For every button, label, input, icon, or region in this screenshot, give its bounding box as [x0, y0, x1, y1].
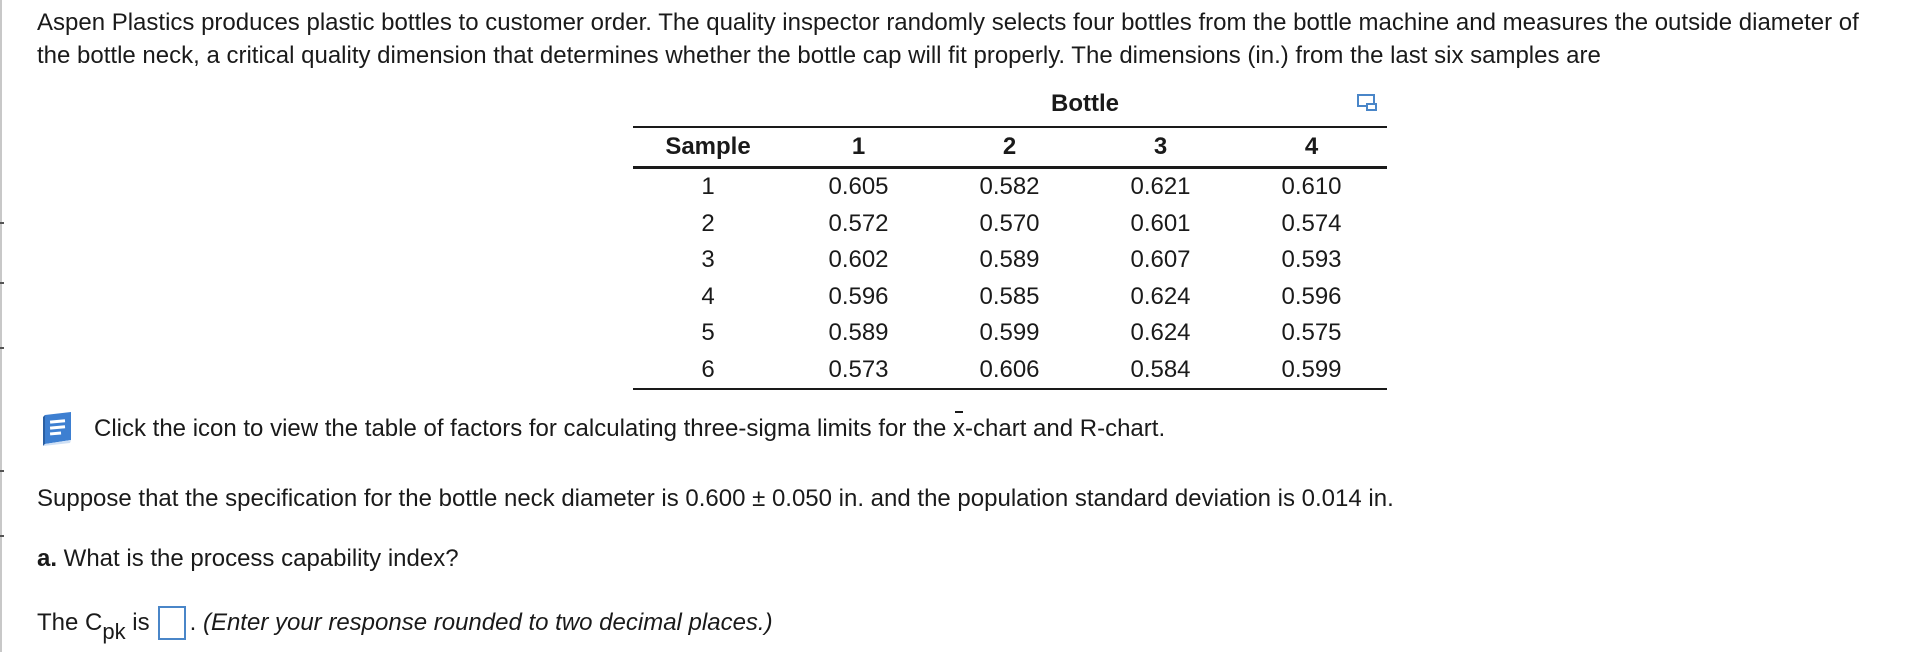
table-cell: 0.584 — [1130, 355, 1191, 383]
table-cell: 0.624 — [1130, 282, 1191, 310]
answer-line — [37, 606, 773, 644]
table-row — [633, 242, 1387, 279]
question-a-label: a. — [37, 545, 58, 572]
table-cell: 0.585 — [979, 282, 1040, 310]
factors-link-text-before: Click the icon to view the table of factors for calculating three-sigma limits for the — [94, 415, 954, 442]
table-cell: 0.574 — [1281, 209, 1342, 237]
table-cell: 0.573 — [828, 355, 889, 383]
table-cell: 0.596 — [1281, 282, 1342, 310]
table-cell: 0.593 — [1281, 246, 1342, 274]
table-cell: 0.596 — [828, 282, 889, 310]
table-cell: 0.602 — [828, 246, 889, 274]
table-cell: 0.601 — [1130, 209, 1191, 237]
rounding-instruction: (Enter your response rounded to two decimal places.) — [202, 609, 773, 636]
table-cell: 0.599 — [1281, 355, 1342, 383]
sample-data-table — [633, 126, 1387, 390]
question-content — [37, 0, 1897, 644]
x-bar-symbol: x — [953, 415, 966, 442]
specification-text: Suppose that the specification for the bottle neck diameter is 0.600 ± 0.050 in. and the population standard deviation is 0.014 in. — [37, 485, 1394, 512]
margin-tick — [0, 222, 4, 224]
column-header: 4 — [1236, 127, 1387, 168]
bottle-group-label: Bottle — [1051, 90, 1119, 117]
table-cell: 0.589 — [979, 246, 1040, 274]
book-icon[interactable] — [37, 409, 77, 449]
table-cell: 0.589 — [828, 319, 889, 347]
margin-tick — [0, 282, 4, 284]
sample-number-cell: 6 — [701, 355, 715, 383]
table-row — [633, 352, 1387, 390]
table-cell: 0.582 — [979, 173, 1040, 201]
sample-number-cell: 5 — [701, 319, 715, 347]
margin-tick — [0, 470, 4, 472]
margin-tick — [0, 347, 4, 349]
column-header: 3 — [1085, 127, 1236, 168]
answer-mid: is — [125, 609, 150, 636]
margin-tick — [0, 535, 4, 537]
table-cell: 0.570 — [979, 209, 1040, 237]
table-cell: 0.621 — [1130, 173, 1191, 201]
sample-number-cell: 1 — [701, 173, 715, 201]
answer-prefix: The C — [37, 609, 103, 636]
left-margin-rule — [0, 0, 2, 652]
problem-intro: Aspen Plastics produces plastic bottles to customer order. The quality inspector randomly selects four bottles from the bottle machine and measures the outside diameter of the bottle neck, a critical quality dimension that determines whether the bottle cap will fit properly. The dimensions (in.) from the last six samples are — [37, 9, 1859, 69]
table-group-header — [633, 86, 1387, 126]
sample-number-cell: 2 — [701, 209, 715, 237]
table-header-row — [633, 127, 1387, 168]
table-cell: 0.607 — [1130, 246, 1191, 274]
table-cell: 0.606 — [979, 355, 1040, 383]
column-header: 2 — [934, 127, 1085, 168]
table-row — [633, 206, 1387, 243]
table-row — [633, 315, 1387, 352]
factors-link-text — [94, 415, 1165, 443]
factors-link-text-after: -chart and R-chart. — [965, 415, 1166, 442]
table-cell: 0.599 — [979, 319, 1040, 347]
answer-suffix: . — [189, 609, 203, 636]
expand-table-icon[interactable] — [1357, 94, 1379, 112]
column-header: 1 — [783, 127, 934, 168]
table-cell: 0.605 — [828, 173, 889, 201]
table-cell: 0.624 — [1130, 319, 1191, 347]
cpk-subscript: pk — [102, 619, 126, 644]
table-cell: 0.610 — [1281, 173, 1342, 201]
cpk-answer-input[interactable] — [158, 606, 186, 640]
question-a — [37, 545, 459, 573]
sample-number-cell: 3 — [701, 246, 715, 274]
table-row — [633, 279, 1387, 316]
table-cell: 0.572 — [828, 209, 889, 237]
table-cell: 0.575 — [1281, 319, 1342, 347]
table-row — [633, 168, 1387, 206]
question-a-text: What is the process capability index? — [57, 545, 459, 572]
column-header: Sample — [633, 127, 783, 168]
factors-table-link — [37, 407, 1165, 451]
data-table-container — [633, 86, 1387, 390]
sample-number-cell: 4 — [701, 282, 715, 310]
